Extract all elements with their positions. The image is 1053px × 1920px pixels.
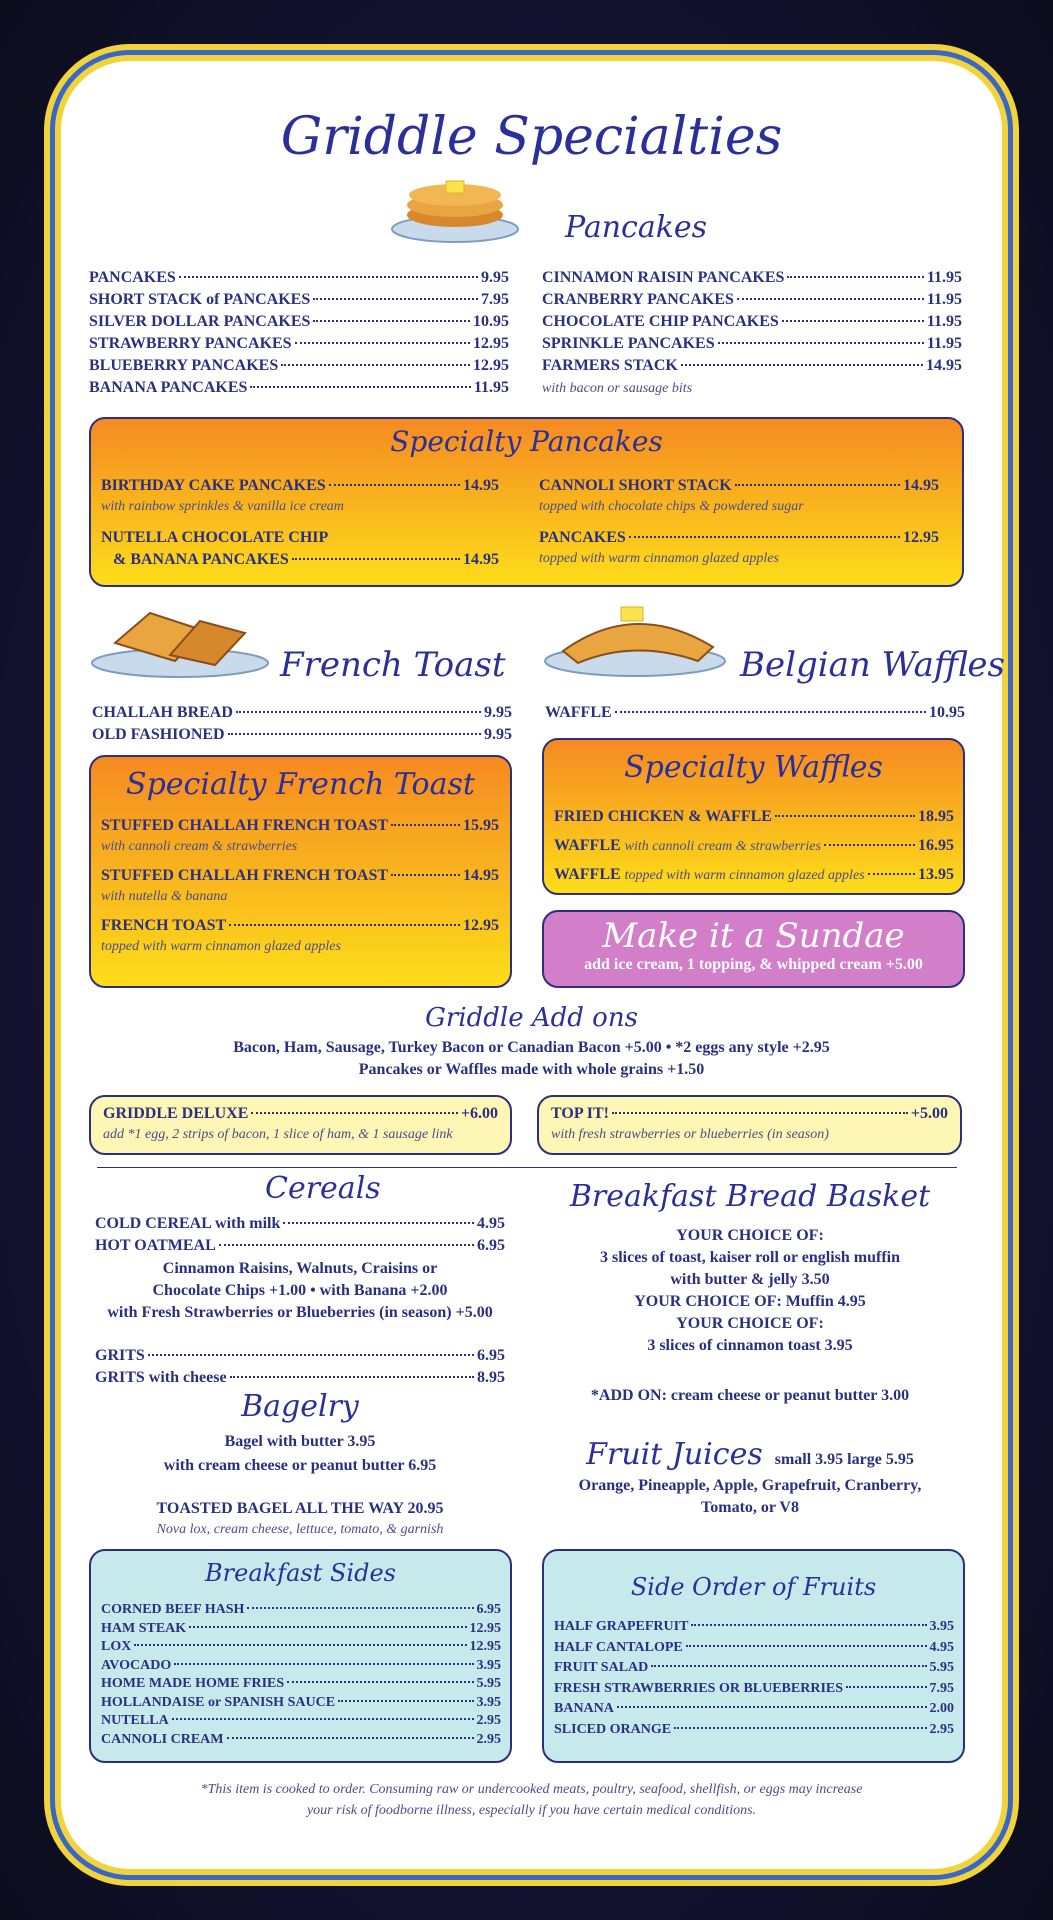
cereal-extra-2: Chocolate Chips +1.00 • with Banana +2.00 [152, 1282, 448, 1299]
farmers-stack-note: with bacon or sausage bits [542, 381, 693, 396]
breakfast-side-item [101, 1638, 501, 1657]
item-price: 2.00 [929, 1701, 954, 1716]
item-price: 7.95 [481, 291, 509, 308]
item-price: 14.95 [926, 357, 962, 374]
item-price: 12.95 [473, 335, 509, 352]
breakfast-sides-heading: Breakfast Sides [205, 1559, 396, 1587]
item-name: CINNAMON RAISIN PANCAKES [542, 269, 785, 286]
item-price: 12.95 [473, 357, 509, 374]
cannoli-short-stack-item: CANNOLI SHORT STACK 14.95 topped with chocolate chips & powdered sugar [539, 477, 939, 514]
french-toast-heading: French Toast [280, 645, 506, 685]
item-price: 11.95 [926, 269, 962, 286]
disclaimer-line2: your risk of foodborne illness, especially if you have certain medical conditions. [306, 1803, 757, 1818]
item-name: SPRINKLE PANCAKES [542, 335, 715, 352]
pancake-item [89, 311, 509, 333]
pancake-item [542, 289, 962, 311]
bread-basket-line: 3 slices of toast, kaiser roll or english muffin [600, 1249, 900, 1266]
item-price: 9.95 [481, 269, 509, 286]
sundae-heading: Make it a Sundae [602, 916, 905, 956]
waffle-icon [543, 599, 728, 679]
top-it-box: TOP IT! +5.00 with fresh strawberries or blueberries (in season) [537, 1095, 962, 1155]
item-price: 12.95 [469, 1620, 501, 1636]
grits-item [95, 1367, 505, 1389]
birthday-cake-item: BIRTHDAY CAKE PANCAKES 14.95 with rainbow sprinkles & vanilla ice cream [101, 477, 499, 514]
breakfast-side-item [101, 1731, 501, 1750]
menu-frame [50, 50, 1013, 1880]
item-price: 2.95 [476, 1713, 501, 1728]
bread-basket-addon: *ADD ON: cream cheese or peanut butter 3.00 [590, 1387, 910, 1404]
apple-pancakes-item: PANCAKES 12.95 topped with warm cinnamon glazed apples [539, 529, 939, 566]
item-name: LOX [101, 1639, 132, 1654]
item-name: SLICED ORANGE [554, 1721, 672, 1737]
item-name: GRITS [95, 1347, 145, 1364]
specialty-waffles-box [542, 738, 965, 895]
bagelry-heading: Bagelry [241, 1389, 359, 1424]
bagelry-line2: with cream cheese or peanut butter 6.95 [163, 1457, 437, 1474]
pancakes-right-list [542, 267, 962, 377]
cereal-extra-1: Cinnamon Raisins, Walnuts, Craisins or [162, 1260, 438, 1277]
specialty-french-toast-box [89, 755, 512, 988]
breakfast-side-item [101, 1694, 501, 1713]
bread-basket-lines [535, 1225, 965, 1357]
item-name: STRAWBERRY PANCAKES [89, 335, 292, 352]
waffle-item: WAFFLE 10.95 [545, 704, 965, 721]
item-name: STUFFED CHALLAH FRENCH TOAST [101, 817, 389, 834]
specialty-waffles-list [554, 802, 954, 889]
item-name: HAM STEAK [101, 1620, 187, 1636]
specialty-pancakes-box [89, 417, 964, 587]
item-price: 9.95 [484, 704, 512, 721]
pancake-stack-icon [390, 173, 520, 243]
item-price: 2.95 [476, 1731, 501, 1747]
pancake-item [542, 355, 962, 377]
bagelry-line3: TOASTED BAGEL ALL THE WAY 20.95 [156, 1500, 444, 1517]
item-price: 10.95 [473, 313, 509, 330]
item-name: HOT OATMEAL [95, 1237, 216, 1254]
item-name: FRENCH TOAST [101, 917, 227, 934]
item-price: 4.95 [477, 1215, 505, 1232]
item-name: BANANA [554, 1701, 614, 1716]
pancakes-heading: Pancakes [565, 210, 708, 245]
section-divider [97, 1167, 957, 1168]
cereals-heading: Cereals [265, 1171, 381, 1206]
specialty-french-toast-item [101, 815, 499, 857]
item-name: CHALLAH BREAD [92, 704, 233, 721]
pancake-item [542, 333, 962, 355]
item-price: 3.95 [929, 1619, 954, 1634]
belgian-waffles-heading: Belgian Waffles [740, 645, 1005, 685]
item-name: CRANBERRY PANCAKES [542, 291, 734, 308]
item-price: 5.95 [476, 1676, 501, 1691]
pancake-item [89, 333, 509, 355]
item-price: 6.95 [476, 1602, 501, 1617]
bagelry-note: Nova lox, cream cheese, lettuce, tomato, & garnish [156, 1522, 444, 1537]
page-title: Griddle Specialties [280, 107, 783, 167]
fruit-juices-sizes: small 3.95 large 5.95 [774, 1451, 914, 1468]
cereal-item [95, 1213, 505, 1235]
french-toast-icon [90, 603, 270, 678]
item-name: OLD FASHIONED [92, 726, 225, 743]
breakfast-sides-list [101, 1601, 501, 1749]
pancake-item [542, 311, 962, 333]
specialty-waffles-heading: Specialty Waffles [624, 750, 883, 785]
item-name: PANCAKES [89, 269, 176, 286]
item-name: HALF CANTALOPE [554, 1639, 683, 1655]
item-note: with nutella & banana [101, 889, 228, 904]
griddle-deluxe-box: GRIDDLE DELUXE +6.00 add *1 egg, 2 strips of bacon, 1 slice of ham, & 1 sausage link [89, 1095, 512, 1155]
item-name: HOLLANDAISE or SPANISH SAUCE [101, 1694, 336, 1710]
item-name: NUTELLA [101, 1713, 169, 1728]
item-price: 3.95 [476, 1657, 501, 1673]
cereals-list [95, 1213, 505, 1257]
item-name: FARMERS STACK [542, 357, 678, 374]
item-name: GRITS with cheese [95, 1369, 227, 1386]
item-price: 5.95 [929, 1660, 954, 1675]
item-price: 11.95 [473, 379, 509, 396]
item-price: 2.95 [929, 1721, 954, 1737]
specialty-french-toast-list [101, 815, 499, 965]
bread-basket-line: with butter & jelly 3.50 [670, 1271, 830, 1288]
item-name: AVOCADO [101, 1657, 172, 1673]
item-name: STUFFED CHALLAH FRENCH TOAST [101, 867, 389, 884]
disclaimer-line1: *This item is cooked to order. Consuming raw or undercooked meats, poultry, seafood, shellfish, or eggs may increase [200, 1782, 863, 1797]
side-fruit-item [554, 1617, 954, 1638]
item-price: 12.95 [469, 1639, 501, 1654]
breakfast-side-item [101, 1620, 501, 1639]
waffle-cannoli-item: WAFFLE with cannoli cream & strawberries 16.95 [554, 837, 954, 854]
item-name: BLUEBERRY PANCAKES [89, 357, 279, 374]
specialty-french-toast-heading: Specialty French Toast [126, 767, 475, 802]
pancake-item [89, 377, 509, 399]
french-toast-item [92, 724, 512, 746]
bagelry-line1: Bagel with butter 3.95 [224, 1433, 376, 1450]
item-name: HOME MADE HOME FRIES [101, 1676, 285, 1691]
sundae-box [542, 910, 965, 988]
cereal-extra-3: with Fresh Strawberries or Blueberries (in season) +5.00 [107, 1304, 493, 1321]
breakfast-side-item [101, 1712, 501, 1731]
side-fruits-box [542, 1549, 965, 1763]
breakfast-side-item [101, 1675, 501, 1694]
pancake-item [89, 289, 509, 311]
item-price: 7.95 [929, 1680, 954, 1696]
side-fruit-item [554, 1720, 954, 1741]
item-note: with cannoli cream & strawberries [101, 839, 298, 854]
bread-basket-line: 3 slices of cinnamon toast 3.95 [647, 1337, 853, 1354]
addons-heading: Griddle Add ons [425, 1003, 638, 1033]
item-name: FRUIT SALAD [554, 1660, 649, 1675]
item-name: FRESH STRAWBERRIES OR BLUEBERRIES [554, 1680, 844, 1696]
side-fruit-item [554, 1638, 954, 1659]
side-fruit-item [554, 1658, 954, 1679]
pancake-item [542, 267, 962, 289]
addons-line2: Pancakes or Waffles made with whole grains +1.50 [358, 1061, 705, 1078]
item-name: SILVER DOLLAR PANCAKES [89, 313, 311, 330]
french-toast-list [92, 702, 512, 746]
item-price: 4.95 [929, 1639, 954, 1655]
item-name: SHORT STACK of PANCAKES [89, 291, 311, 308]
item-price: 12.95 [463, 917, 499, 934]
bread-basket-heading: Breakfast Bread Basket [569, 1179, 931, 1214]
breakfast-sides-box [89, 1549, 512, 1763]
pancake-item [89, 267, 509, 289]
side-fruits-heading: Side Order of Fruits [630, 1573, 877, 1601]
specialty-pancakes-heading: Specialty Pancakes [390, 425, 663, 458]
side-fruits-list [554, 1617, 954, 1740]
item-name: COLD CEREAL with milk [95, 1215, 281, 1232]
item-name: CANNOLI CREAM [101, 1731, 224, 1747]
pancake-item [89, 355, 509, 377]
fruit-juices-header [535, 1437, 965, 1472]
nutella-pancakes-item: NUTELLA CHOCOLATE CHIP & BANANA PANCAKES 14.95 [101, 529, 499, 568]
cereal-item [95, 1235, 505, 1257]
side-fruit-item [554, 1679, 954, 1700]
item-price: 9.95 [484, 726, 512, 743]
fruit-juices-heading: Fruit Juices [586, 1437, 763, 1472]
item-price: 11.95 [926, 291, 962, 308]
fruit-juices-line1: Orange, Pineapple, Apple, Grapefruit, Cranberry, [578, 1477, 922, 1494]
item-price: 3.95 [476, 1694, 501, 1710]
breakfast-side-item [101, 1657, 501, 1676]
item-price: 11.95 [926, 335, 962, 352]
bread-basket-line: YOUR CHOICE OF: [676, 1315, 824, 1332]
fruit-juices-line2: Tomato, or V8 [701, 1499, 799, 1516]
item-name: CHOCOLATE CHIP PANCAKES [542, 313, 779, 330]
addons-line1: Bacon, Ham, Sausage, Turkey Bacon or Canadian Bacon +5.00 • *2 eggs any style +2.95 [233, 1039, 830, 1056]
side-fruit-item [554, 1699, 954, 1720]
item-note: topped with warm cinnamon glazed apples [101, 939, 341, 954]
grits-item [95, 1345, 505, 1367]
fried-chicken-waffle-item: FRIED CHICKEN & WAFFLE 18.95 [554, 808, 954, 825]
item-name: CORNED BEEF HASH [101, 1602, 245, 1617]
breakfast-side-item [101, 1601, 501, 1620]
bread-basket-line: YOUR CHOICE OF: [676, 1227, 824, 1244]
item-price: 11.95 [926, 313, 962, 330]
item-price: 6.95 [477, 1237, 505, 1254]
item-price: 8.95 [477, 1369, 505, 1386]
sundae-text: add ice cream, 1 topping, & whipped cream +5.00 [584, 956, 923, 973]
item-name: HALF GRAPEFRUIT [554, 1619, 689, 1634]
item-price: 6.95 [477, 1347, 505, 1364]
item-name: BANANA PANCAKES [89, 379, 248, 396]
specialty-french-toast-item [101, 865, 499, 907]
grits-list [95, 1345, 505, 1389]
item-price: 15.95 [463, 817, 499, 834]
item-price: 14.95 [463, 867, 499, 884]
pancakes-left-list [89, 267, 509, 399]
french-toast-item [92, 702, 512, 724]
waffle-apples-item: WAFFLE topped with warm cinnamon glazed apples 13.95 [554, 866, 954, 883]
specialty-french-toast-item [101, 915, 499, 957]
bread-basket-line: YOUR CHOICE OF: Muffin 4.95 [634, 1293, 866, 1310]
